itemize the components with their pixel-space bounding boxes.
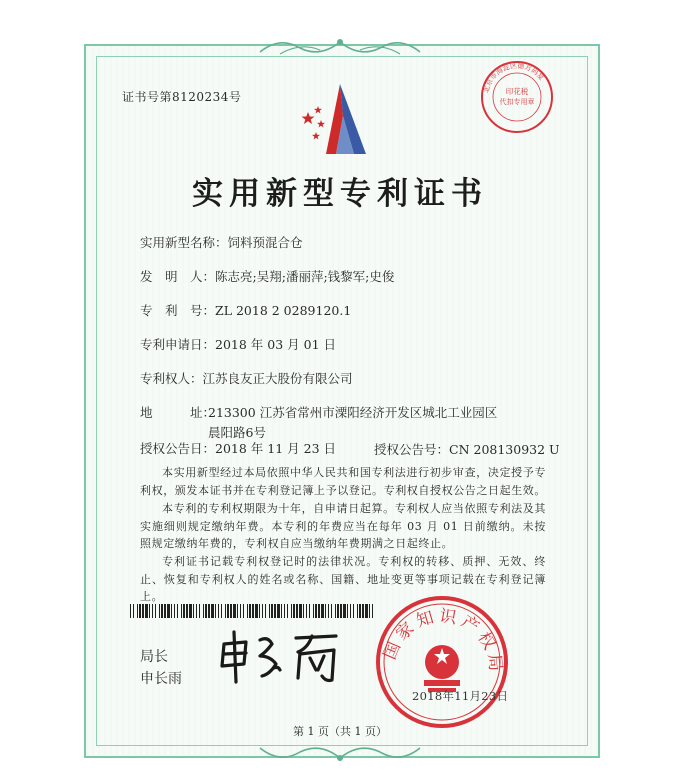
barcode-bar xyxy=(199,604,200,618)
paragraph-grant-statement: 本实用新型经过本局依照中华人民共和国专利法进行初步审查，决定授予专利权，颁发本证书并在专利登记簿上予以登记。专利权自授权公告之日起生效。 xyxy=(140,466,546,497)
barcode-bar xyxy=(350,604,351,618)
barcode-bar xyxy=(249,604,251,618)
barcode-bar xyxy=(347,604,348,618)
svg-text:代扣专用章: 代扣专用章 xyxy=(499,98,535,106)
cnipa-official-seal xyxy=(372,592,512,732)
stamp-duty-seal xyxy=(478,58,556,136)
barcode-bar xyxy=(306,604,307,618)
barcode-bar xyxy=(161,604,163,618)
barcode-bar xyxy=(203,604,204,618)
bottom-ornament xyxy=(250,742,430,766)
field-inventors xyxy=(140,268,394,286)
barcode-bar xyxy=(252,604,254,618)
barcode-bar xyxy=(291,604,292,618)
certificate-title: 实用新型专利证书 xyxy=(192,176,488,212)
barcode-bar xyxy=(281,604,282,618)
barcode-bar xyxy=(189,604,192,618)
barcode-bar xyxy=(181,604,182,618)
barcode-bar xyxy=(287,604,288,618)
field-utility-model-name xyxy=(140,234,303,252)
field-filing-date xyxy=(140,336,336,354)
barcode-bar xyxy=(211,604,214,618)
field-label: 授权公告号： xyxy=(374,442,450,457)
field-patent-number xyxy=(140,302,351,320)
barcode-bar xyxy=(309,604,310,618)
barcode-bar xyxy=(259,604,260,618)
barcode-bar xyxy=(183,604,185,618)
barcode-bar xyxy=(149,604,150,618)
field-label: 实用新型名称： xyxy=(140,235,228,250)
barcode-bar xyxy=(177,604,178,618)
barcode-bar xyxy=(174,604,175,618)
field-value: ZL 2018 2 0289120.1 xyxy=(215,303,352,318)
field-address-value: 213300 江苏省常州市溧阳经济开发区城北工业园区晨阳路6号 xyxy=(208,405,498,440)
barcode-bar xyxy=(193,604,194,618)
barcode-bar xyxy=(233,604,236,618)
barcode-bar xyxy=(164,604,166,618)
barcode-bar xyxy=(186,604,188,618)
director-title: 局长 xyxy=(140,649,168,665)
barcode-bar xyxy=(265,604,266,618)
barcode-bar xyxy=(247,604,248,618)
barcode-bar xyxy=(340,604,342,618)
director-name: 申长雨 xyxy=(140,671,182,687)
svg-text:印花税: 印花税 xyxy=(505,87,529,96)
barcode-bar xyxy=(357,604,358,618)
barcode-bar xyxy=(296,604,298,618)
barcode-bar xyxy=(369,604,370,618)
barcode-bar xyxy=(230,604,232,618)
barcode-bar xyxy=(269,604,270,618)
barcode-bar xyxy=(362,604,364,618)
barcode-bar xyxy=(171,604,172,618)
seal-date: 2018年11月23日 xyxy=(412,689,509,703)
director-signature xyxy=(216,626,346,686)
field-value: 2018 年 11 月 23 日 xyxy=(215,441,337,456)
barcode-bar xyxy=(208,604,210,618)
barcode-bar xyxy=(331,604,332,618)
barcode-bar xyxy=(152,604,153,618)
barcode-bar xyxy=(225,604,226,618)
barcode-bar xyxy=(359,604,361,618)
barcode-bar xyxy=(328,604,329,618)
field-label: 授权公告日： xyxy=(140,441,216,456)
barcode-bar xyxy=(255,604,258,618)
field-grant-date xyxy=(140,440,336,458)
field-label: 地 址： xyxy=(140,405,216,420)
patent-office-logo xyxy=(296,82,376,158)
barcode-bar xyxy=(130,604,131,618)
barcode-bar xyxy=(337,604,339,618)
barcode-bar xyxy=(343,604,346,618)
barcode-bar xyxy=(313,604,314,618)
barcode-bar xyxy=(315,604,317,618)
top-ornament xyxy=(250,34,430,58)
barcode-bar xyxy=(274,604,276,618)
barcode-bar xyxy=(155,604,156,618)
barcode-bar xyxy=(159,604,160,618)
field-label: 发 明 人： xyxy=(140,269,216,284)
field-value: 饲料预混合仓 xyxy=(227,235,303,250)
barcode-bar xyxy=(299,604,302,618)
seal-text: 国家知识产权局 xyxy=(379,606,506,677)
barcode-bar xyxy=(243,604,244,618)
field-grant-publication-number xyxy=(374,440,560,458)
barcode-bar xyxy=(240,604,241,618)
paragraph-legal-status: 专利证书记载专利权登记时的法律状况。专利权的转移、质押、无效、终止、恢复和专利权人的姓名或名称、国籍、地址变更等事项记载在专利登记簿上。 xyxy=(140,555,546,603)
field-value: 江苏良友正大股份有限公司 xyxy=(202,371,353,386)
page-number: 第 1 页（共 1 页） xyxy=(293,725,387,738)
barcode-bar xyxy=(218,604,219,618)
barcode-bar xyxy=(133,604,134,618)
barcode-bar xyxy=(215,604,216,618)
field-value: 陈志亮;吴翔;潘丽萍;钱黎军;史俊 xyxy=(215,269,395,284)
barcode-bar xyxy=(205,604,207,618)
barcode xyxy=(130,604,374,618)
svg-text:北京市海淀区德方码复: 北京市海淀区德方码复 xyxy=(482,61,546,94)
field-label: 专利权人： xyxy=(140,371,203,386)
field-patentee xyxy=(140,370,353,388)
field-value: CN 208130932 U xyxy=(449,442,560,457)
barcode-bar xyxy=(293,604,295,618)
barcode-bar xyxy=(325,604,326,618)
barcode-bar xyxy=(271,604,273,618)
field-value: 2018 年 03 月 01 日 xyxy=(215,337,337,352)
barcode-bar xyxy=(145,604,148,618)
barcode-bar xyxy=(335,604,336,618)
barcode-bar xyxy=(142,604,144,618)
field-label: 专 利 号： xyxy=(140,303,216,318)
barcode-bar xyxy=(303,604,304,618)
barcode-bar xyxy=(353,604,354,618)
paragraph-term-and-fees: 本专利的专利权期限为十年，自申请日起算。专利权人应当依照专利法及其实施细则规定缴纳年费。本专利的年费应当在每年 03 月 01 日前缴纳。未按照规定缴纳年费的，专利权自应当缴纳年费期满之日起终止。 xyxy=(140,502,546,550)
certificate-number: 证书号第8120234号 xyxy=(122,90,242,104)
barcode-bar xyxy=(262,604,263,618)
barcode-bar xyxy=(227,604,229,618)
field-label: 专利申请日： xyxy=(140,337,216,352)
barcode-bar xyxy=(139,604,141,618)
barcode-bar xyxy=(318,604,320,618)
barcode-bar xyxy=(167,604,170,618)
field-address xyxy=(140,404,215,422)
barcode-bar xyxy=(221,604,222,618)
barcode-bar xyxy=(277,604,280,618)
barcode-bar xyxy=(365,604,368,618)
barcode-bar xyxy=(321,604,324,618)
barcode-bar xyxy=(237,604,238,618)
barcode-bar xyxy=(137,604,138,618)
barcode-bar xyxy=(196,604,197,618)
barcode-bar xyxy=(284,604,285,618)
